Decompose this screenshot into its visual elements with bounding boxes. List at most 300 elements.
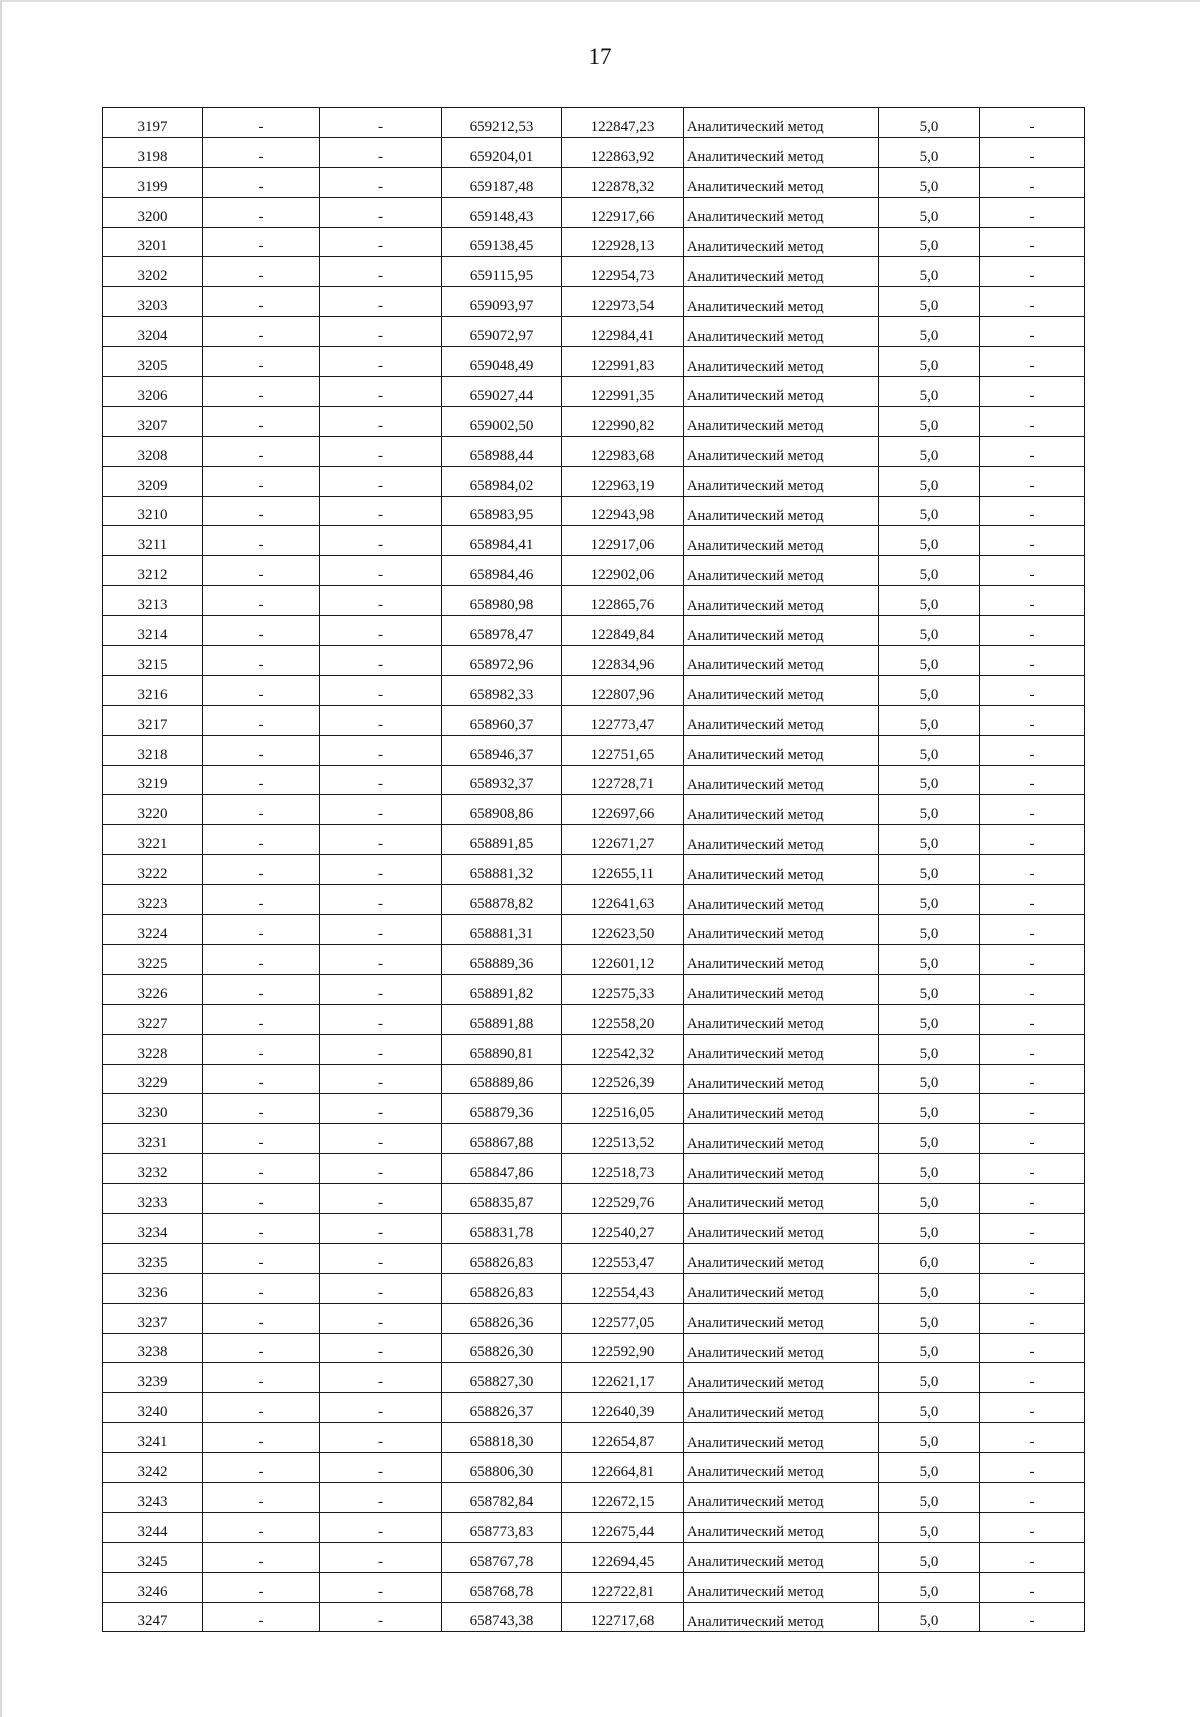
method-cell: Аналитический метод — [684, 1512, 879, 1542]
x-coordinate-cell: 658767,78 — [442, 1542, 562, 1572]
col-3-value-cell: - — [320, 137, 442, 167]
point-number-cell: 3200 — [103, 197, 203, 227]
col-8-value-cell: - — [980, 406, 1085, 436]
method-cell: Аналитический метод — [684, 1184, 879, 1214]
table-row — [103, 1184, 1085, 1214]
col-3-value-cell: - — [320, 1423, 442, 1453]
accuracy-cell: 5,0 — [879, 466, 980, 496]
point-number-cell: 3240 — [103, 1393, 203, 1423]
col-3-value-cell: - — [320, 287, 442, 317]
col-8-value-cell: - — [980, 526, 1085, 556]
point-number-cell: 3215 — [103, 646, 203, 676]
col-8-value-cell: - — [980, 317, 1085, 347]
col-8-value-cell: - — [980, 646, 1085, 676]
col-2-value-cell: - — [203, 436, 320, 466]
method-cell: Аналитический метод — [684, 915, 879, 945]
col-8-value-cell: - — [980, 735, 1085, 765]
y-coordinate-cell: 122954,73 — [562, 257, 684, 287]
x-coordinate-cell: 659187,48 — [442, 167, 562, 197]
accuracy-cell: 5,0 — [879, 675, 980, 705]
y-coordinate-cell: 122902,06 — [562, 556, 684, 586]
table-row — [103, 287, 1085, 317]
col-8-value-cell: - — [980, 855, 1085, 885]
col-3-value-cell: - — [320, 885, 442, 915]
col-2-value-cell: - — [203, 825, 320, 855]
method-cell: Аналитический метод — [684, 1303, 879, 1333]
point-number-cell: 3223 — [103, 885, 203, 915]
col-3-value-cell: - — [320, 1393, 442, 1423]
x-coordinate-cell: 658881,31 — [442, 915, 562, 945]
x-coordinate-cell: 658980,98 — [442, 586, 562, 616]
table-row — [103, 1393, 1085, 1423]
y-coordinate-cell: 122575,33 — [562, 974, 684, 1004]
col-3-value-cell: - — [320, 616, 442, 646]
y-coordinate-cell: 122518,73 — [562, 1154, 684, 1184]
col-3-value-cell: - — [320, 167, 442, 197]
x-coordinate-cell: 659138,45 — [442, 227, 562, 257]
x-coordinate-cell: 659048,49 — [442, 347, 562, 377]
col-3-value-cell: - — [320, 1482, 442, 1512]
accuracy-cell: б,0 — [879, 1243, 980, 1273]
col-2-value-cell: - — [203, 675, 320, 705]
x-coordinate-cell: 658891,85 — [442, 825, 562, 855]
table-row — [103, 1303, 1085, 1333]
accuracy-cell: 5,0 — [879, 1333, 980, 1363]
col-8-value-cell: - — [980, 496, 1085, 526]
col-3-value-cell: - — [320, 705, 442, 735]
method-cell: Аналитический метод — [684, 974, 879, 1004]
table-row — [103, 915, 1085, 945]
point-number-cell: 3197 — [103, 108, 203, 138]
point-number-cell: 3222 — [103, 855, 203, 885]
table-row — [103, 1094, 1085, 1124]
method-cell: Аналитический метод — [684, 616, 879, 646]
table-row — [103, 1512, 1085, 1542]
col-3-value-cell: - — [320, 974, 442, 1004]
table-row — [103, 1572, 1085, 1602]
y-coordinate-cell: 122554,43 — [562, 1273, 684, 1303]
col-8-value-cell: - — [980, 1154, 1085, 1184]
table-row — [103, 227, 1085, 257]
col-8-value-cell: - — [980, 1094, 1085, 1124]
method-cell: Аналитический метод — [684, 1602, 879, 1632]
accuracy-cell: 5,0 — [879, 436, 980, 466]
table-row — [103, 108, 1085, 138]
x-coordinate-cell: 658889,86 — [442, 1064, 562, 1094]
y-coordinate-cell: 122513,52 — [562, 1124, 684, 1154]
table-row — [103, 1423, 1085, 1453]
point-number-cell: 3245 — [103, 1542, 203, 1572]
col-3-value-cell: - — [320, 1453, 442, 1483]
col-8-value-cell: - — [980, 1124, 1085, 1154]
table-row — [103, 406, 1085, 436]
point-number-cell: 3220 — [103, 795, 203, 825]
y-coordinate-cell: 122963,19 — [562, 466, 684, 496]
col-2-value-cell: - — [203, 1034, 320, 1064]
accuracy-cell: 5,0 — [879, 556, 980, 586]
col-2-value-cell: - — [203, 137, 320, 167]
col-2-value-cell: - — [203, 855, 320, 885]
col-3-value-cell: - — [320, 646, 442, 676]
col-2-value-cell: - — [203, 227, 320, 257]
col-3-value-cell: - — [320, 1213, 442, 1243]
point-number-cell: 3235 — [103, 1243, 203, 1273]
x-coordinate-cell: 658984,46 — [442, 556, 562, 586]
x-coordinate-cell: 658972,96 — [442, 646, 562, 676]
col-2-value-cell: - — [203, 1363, 320, 1393]
col-3-value-cell: - — [320, 347, 442, 377]
col-8-value-cell: - — [980, 885, 1085, 915]
y-coordinate-cell: 122671,27 — [562, 825, 684, 855]
y-coordinate-cell: 122990,82 — [562, 406, 684, 436]
point-number-cell: 3229 — [103, 1064, 203, 1094]
col-8-value-cell: - — [980, 377, 1085, 407]
method-cell: Аналитический метод — [684, 1572, 879, 1602]
y-coordinate-cell: 122983,68 — [562, 436, 684, 466]
col-8-value-cell: - — [980, 795, 1085, 825]
point-number-cell: 3228 — [103, 1034, 203, 1064]
x-coordinate-cell: 658773,83 — [442, 1512, 562, 1542]
point-number-cell: 3225 — [103, 944, 203, 974]
point-number-cell: 3230 — [103, 1094, 203, 1124]
col-8-value-cell: - — [980, 1243, 1085, 1273]
y-coordinate-cell: 122917,66 — [562, 197, 684, 227]
col-3-value-cell: - — [320, 1124, 442, 1154]
col-8-value-cell: - — [980, 347, 1085, 377]
method-cell: Аналитический метод — [684, 1542, 879, 1572]
table-row — [103, 526, 1085, 556]
y-coordinate-cell: 122928,13 — [562, 227, 684, 257]
point-number-cell: 3204 — [103, 317, 203, 347]
col-3-value-cell: - — [320, 765, 442, 795]
col-8-value-cell: - — [980, 167, 1085, 197]
col-2-value-cell: - — [203, 466, 320, 496]
x-coordinate-cell: 658984,02 — [442, 466, 562, 496]
x-coordinate-cell: 658982,33 — [442, 675, 562, 705]
table-row — [103, 735, 1085, 765]
accuracy-cell: 5,0 — [879, 1273, 980, 1303]
col-8-value-cell: - — [980, 1393, 1085, 1423]
col-2-value-cell: - — [203, 526, 320, 556]
point-number-cell: 3212 — [103, 556, 203, 586]
col-8-value-cell: - — [980, 1363, 1085, 1393]
method-cell: Аналитический метод — [684, 885, 879, 915]
col-8-value-cell: - — [980, 675, 1085, 705]
col-3-value-cell: - — [320, 915, 442, 945]
col-3-value-cell: - — [320, 1064, 442, 1094]
col-8-value-cell: - — [980, 616, 1085, 646]
method-cell: Аналитический метод — [684, 108, 879, 138]
col-2-value-cell: - — [203, 1303, 320, 1333]
coordinates-table — [102, 107, 1085, 1632]
col-2-value-cell: - — [203, 885, 320, 915]
accuracy-cell: 5,0 — [879, 915, 980, 945]
x-coordinate-cell: 658827,30 — [442, 1363, 562, 1393]
col-2-value-cell: - — [203, 406, 320, 436]
accuracy-cell: 5,0 — [879, 885, 980, 915]
method-cell: Аналитический метод — [684, 526, 879, 556]
col-3-value-cell: - — [320, 1243, 442, 1273]
col-2-value-cell: - — [203, 347, 320, 377]
y-coordinate-cell: 122641,63 — [562, 885, 684, 915]
x-coordinate-cell: 658826,36 — [442, 1303, 562, 1333]
accuracy-cell: 5,0 — [879, 227, 980, 257]
col-3-value-cell: - — [320, 1363, 442, 1393]
y-coordinate-cell: 122943,98 — [562, 496, 684, 526]
point-number-cell: 3243 — [103, 1482, 203, 1512]
col-3-value-cell: - — [320, 466, 442, 496]
method-cell: Аналитический метод — [684, 1064, 879, 1094]
y-coordinate-cell: 122540,27 — [562, 1213, 684, 1243]
y-coordinate-cell: 122697,66 — [562, 795, 684, 825]
col-8-value-cell: - — [980, 1572, 1085, 1602]
y-coordinate-cell: 122529,76 — [562, 1184, 684, 1214]
col-3-value-cell: - — [320, 377, 442, 407]
point-number-cell: 3238 — [103, 1333, 203, 1363]
y-coordinate-cell: 122984,41 — [562, 317, 684, 347]
col-8-value-cell: - — [980, 1184, 1085, 1214]
col-8-value-cell: - — [980, 1423, 1085, 1453]
col-2-value-cell: - — [203, 377, 320, 407]
table-row — [103, 1542, 1085, 1572]
x-coordinate-cell: 659212,53 — [442, 108, 562, 138]
accuracy-cell: 5,0 — [879, 1064, 980, 1094]
col-8-value-cell: - — [980, 1602, 1085, 1632]
method-cell: Аналитический метод — [684, 765, 879, 795]
method-cell: Аналитический метод — [684, 197, 879, 227]
col-2-value-cell: - — [203, 1213, 320, 1243]
y-coordinate-cell: 122849,84 — [562, 616, 684, 646]
accuracy-cell: 5,0 — [879, 197, 980, 227]
table-row — [103, 616, 1085, 646]
table-row — [103, 317, 1085, 347]
table-row — [103, 944, 1085, 974]
table-row — [103, 855, 1085, 885]
accuracy-cell: 5,0 — [879, 1602, 980, 1632]
point-number-cell: 3198 — [103, 137, 203, 167]
table-row — [103, 197, 1085, 227]
accuracy-cell: 5,0 — [879, 1393, 980, 1423]
col-3-value-cell: - — [320, 317, 442, 347]
method-cell: Аналитический метод — [684, 1363, 879, 1393]
method-cell: Аналитический метод — [684, 1154, 879, 1184]
accuracy-cell: 5,0 — [879, 705, 980, 735]
col-3-value-cell: - — [320, 1154, 442, 1184]
col-3-value-cell: - — [320, 1184, 442, 1214]
table-row — [103, 257, 1085, 287]
y-coordinate-cell: 122592,90 — [562, 1333, 684, 1363]
x-coordinate-cell: 659115,95 — [442, 257, 562, 287]
point-number-cell: 3219 — [103, 765, 203, 795]
col-8-value-cell: - — [980, 1482, 1085, 1512]
col-2-value-cell: - — [203, 1184, 320, 1214]
point-number-cell: 3234 — [103, 1213, 203, 1243]
point-number-cell: 3241 — [103, 1423, 203, 1453]
col-2-value-cell: - — [203, 735, 320, 765]
method-cell: Аналитический метод — [684, 466, 879, 496]
accuracy-cell: 5,0 — [879, 377, 980, 407]
col-3-value-cell: - — [320, 496, 442, 526]
col-8-value-cell: - — [980, 915, 1085, 945]
x-coordinate-cell: 658960,37 — [442, 705, 562, 735]
method-cell: Аналитический метод — [684, 1243, 879, 1273]
point-number-cell: 3244 — [103, 1512, 203, 1542]
col-2-value-cell: - — [203, 915, 320, 945]
method-cell: Аналитический метод — [684, 137, 879, 167]
accuracy-cell: 5,0 — [879, 257, 980, 287]
col-2-value-cell: - — [203, 944, 320, 974]
point-number-cell: 3236 — [103, 1273, 203, 1303]
accuracy-cell: 5,0 — [879, 1124, 980, 1154]
accuracy-cell: 5,0 — [879, 1213, 980, 1243]
accuracy-cell: 5,0 — [879, 1542, 980, 1572]
method-cell: Аналитический метод — [684, 1213, 879, 1243]
y-coordinate-cell: 122640,39 — [562, 1393, 684, 1423]
col-2-value-cell: - — [203, 1602, 320, 1632]
accuracy-cell: 5,0 — [879, 1154, 980, 1184]
col-2-value-cell: - — [203, 586, 320, 616]
col-2-value-cell: - — [203, 197, 320, 227]
point-number-cell: 3227 — [103, 1004, 203, 1034]
col-2-value-cell: - — [203, 705, 320, 735]
accuracy-cell: 5,0 — [879, 1034, 980, 1064]
x-coordinate-cell: 658881,32 — [442, 855, 562, 885]
x-coordinate-cell: 658978,47 — [442, 616, 562, 646]
col-8-value-cell: - — [980, 765, 1085, 795]
col-8-value-cell: - — [980, 466, 1085, 496]
col-3-value-cell: - — [320, 944, 442, 974]
point-number-cell: 3232 — [103, 1154, 203, 1184]
col-3-value-cell: - — [320, 257, 442, 287]
method-cell: Аналитический метод — [684, 1333, 879, 1363]
x-coordinate-cell: 658831,78 — [442, 1213, 562, 1243]
table-row — [103, 1124, 1085, 1154]
accuracy-cell: 5,0 — [879, 287, 980, 317]
col-2-value-cell: - — [203, 1482, 320, 1512]
table-row — [103, 1333, 1085, 1363]
point-number-cell: 3210 — [103, 496, 203, 526]
method-cell: Аналитический метод — [684, 377, 879, 407]
method-cell: Аналитический метод — [684, 167, 879, 197]
col-8-value-cell: - — [980, 825, 1085, 855]
accuracy-cell: 5,0 — [879, 137, 980, 167]
y-coordinate-cell: 122722,81 — [562, 1572, 684, 1602]
col-8-value-cell: - — [980, 705, 1085, 735]
x-coordinate-cell: 658835,87 — [442, 1184, 562, 1214]
point-number-cell: 3205 — [103, 347, 203, 377]
method-cell: Аналитический метод — [684, 496, 879, 526]
x-coordinate-cell: 659002,50 — [442, 406, 562, 436]
y-coordinate-cell: 122751,65 — [562, 735, 684, 765]
x-coordinate-cell: 658932,37 — [442, 765, 562, 795]
point-number-cell: 3202 — [103, 257, 203, 287]
col-8-value-cell: - — [980, 1303, 1085, 1333]
method-cell: Аналитический метод — [684, 257, 879, 287]
accuracy-cell: 5,0 — [879, 1303, 980, 1333]
col-2-value-cell: - — [203, 1393, 320, 1423]
y-coordinate-cell: 122973,54 — [562, 287, 684, 317]
method-cell: Аналитический метод — [684, 1273, 879, 1303]
table-row — [103, 1602, 1085, 1632]
col-2-value-cell: - — [203, 1273, 320, 1303]
col-3-value-cell: - — [320, 1004, 442, 1034]
point-number-cell: 3201 — [103, 227, 203, 257]
table-row — [103, 1453, 1085, 1483]
col-2-value-cell: - — [203, 1542, 320, 1572]
table-row — [103, 436, 1085, 466]
accuracy-cell: 5,0 — [879, 825, 980, 855]
accuracy-cell: 5,0 — [879, 1512, 980, 1542]
point-number-cell: 3211 — [103, 526, 203, 556]
col-2-value-cell: - — [203, 1243, 320, 1273]
x-coordinate-cell: 658908,86 — [442, 795, 562, 825]
accuracy-cell: 5,0 — [879, 1363, 980, 1393]
accuracy-cell: 5,0 — [879, 586, 980, 616]
accuracy-cell: 5,0 — [879, 406, 980, 436]
col-8-value-cell: - — [980, 108, 1085, 138]
method-cell: Аналитический метод — [684, 406, 879, 436]
point-number-cell: 3224 — [103, 915, 203, 945]
x-coordinate-cell: 658826,83 — [442, 1273, 562, 1303]
y-coordinate-cell: 122655,11 — [562, 855, 684, 885]
accuracy-cell: 5,0 — [879, 795, 980, 825]
point-number-cell: 3231 — [103, 1124, 203, 1154]
col-3-value-cell: - — [320, 1333, 442, 1363]
y-coordinate-cell: 122623,50 — [562, 915, 684, 945]
method-cell: Аналитический метод — [684, 1124, 879, 1154]
point-number-cell: 3226 — [103, 974, 203, 1004]
x-coordinate-cell: 658743,38 — [442, 1602, 562, 1632]
y-coordinate-cell: 122728,71 — [562, 765, 684, 795]
accuracy-cell: 5,0 — [879, 855, 980, 885]
col-2-value-cell: - — [203, 616, 320, 646]
y-coordinate-cell: 122717,68 — [562, 1602, 684, 1632]
x-coordinate-cell: 659204,01 — [442, 137, 562, 167]
col-3-value-cell: - — [320, 1602, 442, 1632]
col-3-value-cell: - — [320, 526, 442, 556]
table-row — [103, 137, 1085, 167]
scan-edge-left — [0, 0, 2, 1717]
y-coordinate-cell: 122664,81 — [562, 1453, 684, 1483]
table-row — [103, 1482, 1085, 1512]
method-cell: Аналитический метод — [684, 317, 879, 347]
col-8-value-cell: - — [980, 1333, 1085, 1363]
x-coordinate-cell: 658768,78 — [442, 1572, 562, 1602]
table-row — [103, 765, 1085, 795]
method-cell: Аналитический метод — [684, 675, 879, 705]
x-coordinate-cell: 659148,43 — [442, 197, 562, 227]
col-2-value-cell: - — [203, 317, 320, 347]
method-cell: Аналитический метод — [684, 855, 879, 885]
col-3-value-cell: - — [320, 197, 442, 227]
method-cell: Аналитический метод — [684, 825, 879, 855]
accuracy-cell: 5,0 — [879, 1423, 980, 1453]
col-2-value-cell: - — [203, 1064, 320, 1094]
x-coordinate-cell: 658826,83 — [442, 1243, 562, 1273]
col-8-value-cell: - — [980, 586, 1085, 616]
col-3-value-cell: - — [320, 1034, 442, 1064]
method-cell: Аналитический метод — [684, 944, 879, 974]
col-8-value-cell: - — [980, 944, 1085, 974]
col-2-value-cell: - — [203, 1423, 320, 1453]
y-coordinate-cell: 122654,87 — [562, 1423, 684, 1453]
point-number-cell: 3214 — [103, 616, 203, 646]
method-cell: Аналитический метод — [684, 1004, 879, 1034]
method-cell: Аналитический метод — [684, 1393, 879, 1423]
col-3-value-cell: - — [320, 227, 442, 257]
table-row — [103, 825, 1085, 855]
col-8-value-cell: - — [980, 197, 1085, 227]
